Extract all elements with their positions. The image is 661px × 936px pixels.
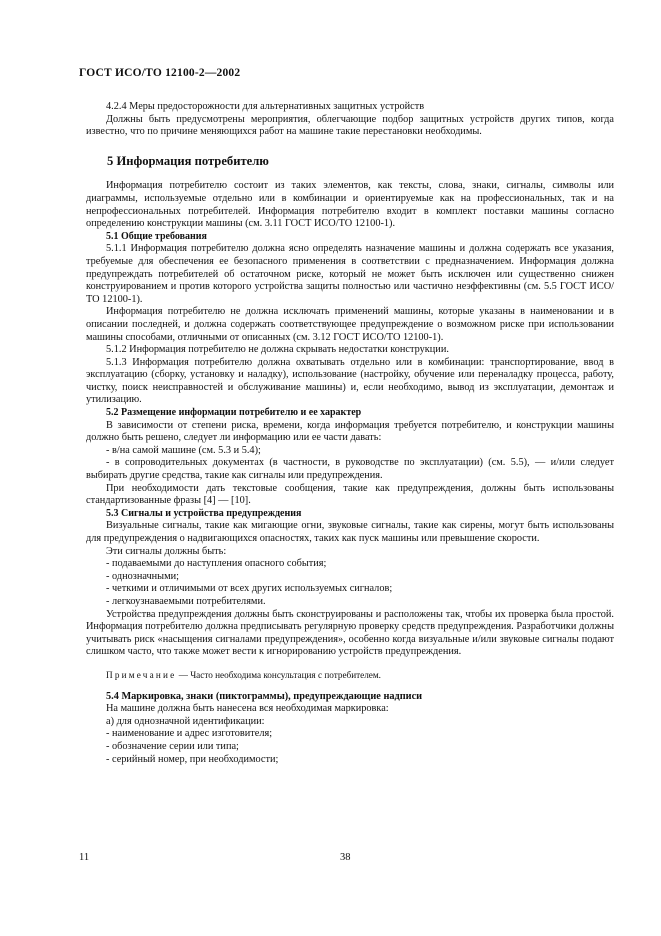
list-item: - серийный номер, при необходимости; bbox=[106, 753, 279, 765]
paragraph: 4.2.4 Меры предосторожности для альтернативных защитных устройств bbox=[106, 101, 425, 112]
list-item: - четкими и отличимыми от всех других используемых сигналов; bbox=[106, 583, 393, 595]
page-content bbox=[86, 101, 614, 766]
list-item: - подаваемыми до наступления опасного события; bbox=[106, 558, 327, 570]
list-item: - в сопроводительных документах (в частности, в руководстве по эксплуатации) (см. 5.5), — и/или следует выбирать другие средства, такие как сигналы или предупреждения. bbox=[86, 457, 614, 482]
paragraph: Визуальные сигналы, такие как мигающие огни, звуковые сигналы, такие как сирены, могут быть использованы для предупреждения о надвигающихся опасностях, таких как пуск машины или превышение скорости. bbox=[86, 520, 614, 544]
paragraph: В зависимости от степени риска, времени, когда информация требуется потребителю, и конструкции машины должно быть решено, следует ли информацию или ее части давать: bbox=[86, 419, 614, 444]
subsection-heading: 5.1 Общие требования bbox=[106, 230, 207, 242]
paragraph: На машине должна быть нанесена вся необходимая маркировка: bbox=[106, 703, 389, 715]
paragraph: При необходимости дать текстовые сообщения, такие как предупреждения, должны быть использованы стандартизованные фразы [4] — [10]. bbox=[86, 482, 614, 507]
note-text: — Часто необходима консультация с потребителем. bbox=[176, 669, 381, 680]
paragraph: Устройства предупреждения должны быть сконструированы и расположены так, чтобы их проверка была простой. Информация потребителю должна предписывать регулярную проверку средств предупреждения. Разработчики должны учитывать риск «насыщения сигналами предупреждения», особенно когда визуальные и/или звуковые сигналы подают слишком часто, что также может вести к игнорированию устройств предупреждения. bbox=[86, 608, 614, 658]
text-section-marking bbox=[86, 691, 614, 767]
paragraph: Информация потребителю не должна исключать применений машины, которые указаны в наименовании и в описании последней, и должна содержать соответствующее предупреждение о возможном риске при использовании машины способами, отличными от описанных (см. 3.12 ГОСТ ИСО/ТО 12100-1). bbox=[86, 306, 614, 343]
paragraph: 5.1.2 Информация потребителю не должна скрывать недостатки конструкции. bbox=[106, 344, 449, 356]
subsection-heading: 5.4 Маркировка, знаки (пиктограммы), предупреждающие надписи bbox=[106, 690, 423, 702]
paragraph: 5.1.1 Информация потребителю должна ясно определять назначение машины и должна содержать все указания, требуемые для обеспечения ее безопасного применения в соответствии с предназначением. Информация должна предупреждать потребителей об остаточном риске, который не может быть исключен или существенно снижен конструированием и против которого устройства защиты полностью или частично неэффективны (см. 5.5 ГОСТ ИСО/ТО 12100-1). bbox=[86, 243, 614, 305]
note-label: Примечание bbox=[106, 669, 177, 680]
paragraph: Должны быть предусмотрены мероприятия, облегчающие подбор защитных устройств других типов, когда известно, что по причине меняющихся работ на машине такие перестановки необходимы. bbox=[86, 113, 614, 138]
list-item: - легкоузнаваемыми потребителями. bbox=[106, 595, 266, 607]
paragraph: 5.1.3 Информация потребителю должна охватывать отдельно или в комбинации: транспортирование, ввод в эксплуатацию (сборку, установку и наладку), использование (настройку, обучение или переналадку процесса, работу, чистку, поиск неисправностей и обслуживание машины) и, если необходимо, вывод из эксплуатации, демонтаж и утилизацию. bbox=[86, 356, 614, 406]
list-item: - наименование и адрес изготовителя; bbox=[106, 728, 273, 740]
subsection-heading: 5.2 Размещение информации потребителю и ее характер bbox=[106, 407, 362, 419]
paragraph: Информация потребителю состоит из таких элементов, как тексты, слова, знаки, сигналы, символы или диаграммы, используемые отдельно или в комбинации и ориентируемые как на профессиональных, так и на непрофессиональных потребителей. Информация потребителю входит в комплект поставки машины согласно определению конструкции машины (см. 3.11 ГОСТ ИСО/ТО 12100-1). bbox=[86, 180, 614, 230]
list-item: - обозначение серии или типа; bbox=[106, 740, 239, 752]
note-line bbox=[106, 669, 614, 682]
text-section-main bbox=[86, 101, 614, 659]
page-number: 38 bbox=[340, 852, 351, 863]
footer-left-number: 11 bbox=[79, 852, 90, 863]
list-item: - однозначными; bbox=[106, 570, 179, 582]
document-header: ГОСТ ИСО/ТО 12100-2—2002 bbox=[79, 67, 241, 79]
list-item: а) для однозначной идентификации: bbox=[106, 715, 265, 727]
section-heading: 5 Информация потребителю bbox=[107, 153, 269, 168]
list-item: - в/на самой машине (см. 5.3 и 5.4); bbox=[106, 444, 261, 456]
paragraph: Эти сигналы должны быть: bbox=[106, 545, 227, 557]
subsection-heading: 5.3 Сигналы и устройства предупреждения bbox=[106, 507, 302, 519]
